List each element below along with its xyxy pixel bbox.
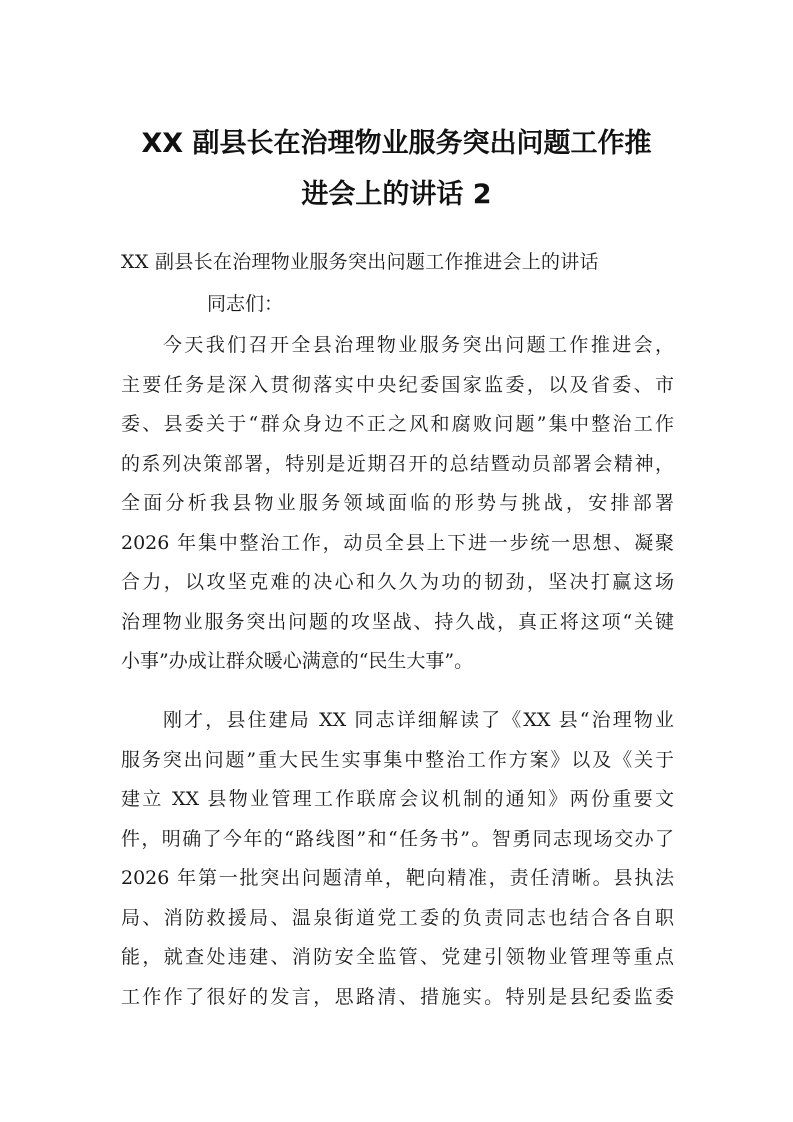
paragraph-line: 建立 XX 县物业管理工作联席会议机制的通知》两份重要文 [121, 788, 674, 810]
paragraph-line: 主要任务是深入贯彻落实中央纪委国家监委，以及省委、市 [121, 373, 674, 396]
paragraph-line: 服务突出问题”重大民生实事集中整治工作方案》以及《关于 [121, 748, 674, 771]
paragraph-line: 的系列决策部署，特别是近期召开的总结暨动员部署会精神， [121, 452, 674, 475]
paragraph-line: 2026 年集中整治工作，动员全县上下进一步统一思想、凝聚 [121, 531, 674, 554]
paragraph-2 [121, 701, 674, 1017]
greeting: 同志们： [207, 293, 284, 315]
paragraph-line: 委、县委关于“群众身边不正之风和腐败问题”集中整治工作 [121, 413, 674, 435]
document-subtitle: XX 副县长在治理物业服务突出问题工作推进会上的讲话 [121, 251, 599, 273]
paragraph-line: 小事”办成让群众暖心满意的“民生大事”。 [121, 650, 474, 672]
paragraph-line: 件，明确了今年的“路线图”和“任务书”。智勇同志现场交办了 [121, 827, 674, 850]
paragraph-line: 工作作了很好的发言，思路清、措施实。特别是县纪委监委 [121, 985, 674, 1008]
paragraph-line: 局、消防救援局、温泉街道党工委的负责同志也结合各自职 [121, 906, 674, 929]
paragraph-line: 今天我们召开全县治理物业服务突出问题工作推进会， [163, 334, 674, 356]
document-title-line-1: XX 副县长在治理物业服务突出问题工作推 [141, 128, 652, 159]
paragraph-line: 治理物业服务突出问题的攻坚战、持久战，真正将这项“关键 [121, 610, 674, 633]
document-title-line-2: 进会上的讲话 2 [301, 179, 492, 210]
paragraph-line: 2026 年第一批突出问题清单，靶向精准，责任清晰。县执法 [121, 867, 674, 889]
paragraph-line: 刚才，县住建局 XX 同志详细解读了《XX 县“治理物业 [163, 709, 674, 731]
paragraph-line: 能，就查处违建、消防安全监管、党建引领物业管理等重点 [121, 946, 674, 968]
paragraph-line: 合力，以攻坚克难的决心和久久为功的韧劲，坚决打赢这场 [121, 571, 674, 593]
paragraph-1 [121, 326, 674, 682]
paragraph-line: 全面分析我县物业服务领域面临的形势与挑战，安排部署 [121, 492, 674, 514]
